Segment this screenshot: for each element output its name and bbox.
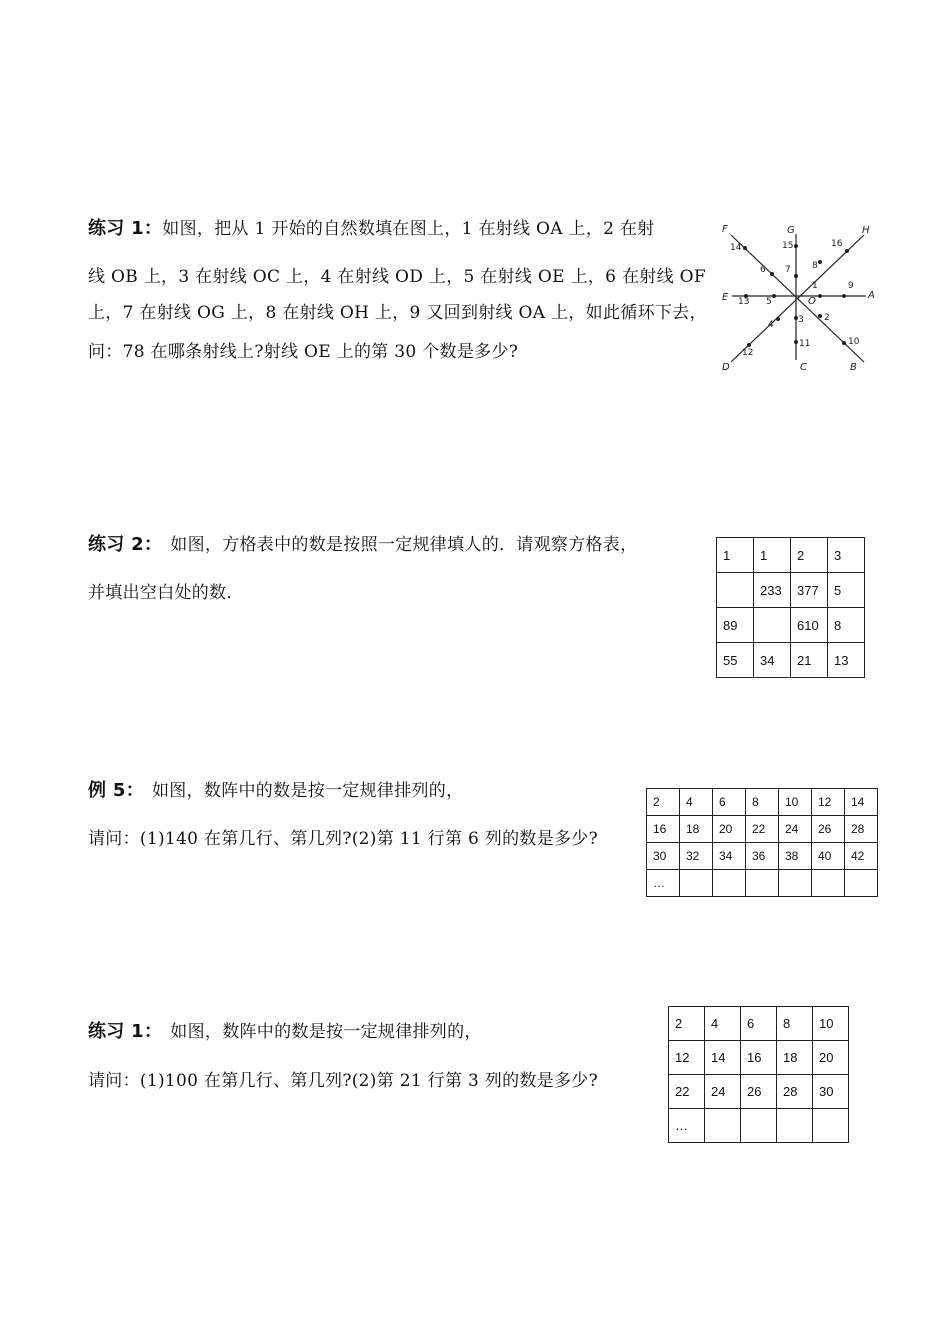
- table-cell: [812, 870, 845, 897]
- ex2-line1: [88, 530, 637, 556]
- table-cell: [741, 1109, 777, 1143]
- ray-point: [818, 314, 822, 318]
- table-cell: [705, 1109, 741, 1143]
- ray-diagram: [716, 220, 880, 380]
- table-cell: 14: [705, 1041, 741, 1075]
- table-cell: [813, 1109, 849, 1143]
- table-cell: [746, 870, 779, 897]
- ray-label-e: E: [722, 292, 729, 303]
- ray-label-h: H: [862, 225, 870, 236]
- table-cell: …: [669, 1109, 705, 1143]
- table-cell: 12: [812, 789, 845, 816]
- table-cell: 40: [812, 843, 845, 870]
- ray-point: [818, 260, 822, 264]
- table-row: [717, 608, 865, 643]
- ex4-table: [668, 1006, 849, 1143]
- ray-label-d: D: [722, 362, 730, 373]
- ray-number: 14: [730, 243, 742, 253]
- table-cell: 20: [813, 1041, 849, 1075]
- ray-point: [770, 272, 774, 276]
- table-row: [669, 1109, 849, 1143]
- ray-number: 3: [798, 315, 804, 325]
- table-cell: 2: [791, 538, 828, 573]
- ray-point: [743, 246, 747, 250]
- ray-point: [794, 244, 798, 248]
- ex1-line2: 线 OB 上，3 在射线 OC 上，4 在射线 OD 上，5 在射线 OE 上，6 在射线 OF: [88, 267, 706, 287]
- table-cell: 10: [779, 789, 812, 816]
- ex3-label: 例 5：: [88, 780, 144, 801]
- table-cell: 4: [680, 789, 713, 816]
- ex4-text1: 如图，数阵中的数是按一定规律排列的，: [170, 1022, 482, 1042]
- ex1-label: 练习 1：: [88, 218, 163, 239]
- table-cell: 22: [746, 816, 779, 843]
- ray-point: [747, 343, 751, 347]
- table-cell: 5: [828, 573, 865, 608]
- table-cell: 8: [828, 608, 865, 643]
- ray-number: 13: [738, 297, 750, 307]
- table-row: [647, 816, 878, 843]
- table-cell: 4: [705, 1007, 741, 1041]
- ray-point: [842, 341, 846, 345]
- table-cell: 16: [647, 816, 680, 843]
- table-cell: 36: [746, 843, 779, 870]
- table-cell: 16: [741, 1041, 777, 1075]
- ex1-line3: 上，7 在射线 OG 上，8 在射线 OH 上，9 又回到射线 OA 上，如此循环下去，: [88, 303, 707, 323]
- ray-point: [818, 294, 822, 298]
- table-cell: [680, 870, 713, 897]
- table-row: [669, 1007, 849, 1041]
- ray-point: [772, 294, 776, 298]
- ex3-line1: [88, 776, 463, 802]
- ray-number: 5: [766, 297, 772, 307]
- ex1-text1: 如图，把从 1 开始的自然数填在图上，1 在射线 OA 上，2 在射: [162, 219, 655, 239]
- ray-label-g: G: [787, 225, 795, 236]
- ray-number: 15: [782, 241, 794, 251]
- table-cell: 12: [669, 1041, 705, 1075]
- table-cell: 3: [828, 538, 865, 573]
- table-cell: 377: [791, 573, 828, 608]
- ray-number: 9: [848, 281, 854, 291]
- ray-point: [842, 294, 846, 298]
- table-row: [647, 843, 878, 870]
- table-row: [669, 1041, 849, 1075]
- table-cell: 6: [713, 789, 746, 816]
- ex2-label: 练习 2：: [88, 534, 163, 555]
- ray-number: 4: [768, 320, 774, 330]
- table-cell: 34: [754, 643, 791, 678]
- table-cell: 24: [779, 816, 812, 843]
- table-cell: [754, 608, 791, 643]
- ex2-table: [716, 537, 865, 678]
- table-cell: [713, 870, 746, 897]
- ex1-line4: 问：78 在哪条射线上?射线 OE 上的第 30 个数是多少?: [88, 342, 519, 362]
- table-cell: 2: [647, 789, 680, 816]
- ray-number: 11: [799, 339, 811, 349]
- table-row: [647, 870, 878, 897]
- table-cell: 28: [845, 816, 878, 843]
- ex3-line2: 请问：(1)140 在第几行、第几列?(2)第 11 行第 6 列的数是多少?: [88, 829, 599, 849]
- table-cell: 1: [717, 538, 754, 573]
- ray-number: 1: [812, 281, 818, 291]
- table-cell: 22: [669, 1075, 705, 1109]
- table-cell: 30: [813, 1075, 849, 1109]
- table-cell: 21: [791, 643, 828, 678]
- ex2-text1: 如图，方格表中的数是按照一定规律填人的．请观察方格表，: [170, 535, 638, 555]
- table-cell: 10: [813, 1007, 849, 1041]
- table-cell: 610: [791, 608, 828, 643]
- ray-number: 2: [824, 313, 830, 323]
- table-cell: [717, 573, 754, 608]
- ray-label-a: A: [868, 290, 875, 301]
- ray-label-f: F: [722, 224, 728, 235]
- ray-number: 6: [760, 265, 766, 275]
- table-cell: 8: [777, 1007, 813, 1041]
- table-cell: 28: [777, 1075, 813, 1109]
- ray-number: 7: [785, 265, 791, 275]
- ray-label-b: B: [850, 362, 857, 373]
- table-cell: [845, 870, 878, 897]
- table-cell: 32: [680, 843, 713, 870]
- table-cell: 26: [812, 816, 845, 843]
- ray-point: [845, 249, 849, 253]
- table-cell: 38: [779, 843, 812, 870]
- ray-point: [776, 317, 780, 321]
- table-cell: 1: [754, 538, 791, 573]
- table-cell: 24: [705, 1075, 741, 1109]
- table-cell: 26: [741, 1075, 777, 1109]
- table-cell: 6: [741, 1007, 777, 1041]
- table-row: [647, 789, 878, 816]
- table-row: [669, 1075, 849, 1109]
- table-cell: 2: [669, 1007, 705, 1041]
- ex3-table: [646, 788, 878, 897]
- table-cell: 233: [754, 573, 791, 608]
- ex2-line2: 并填出空白处的数．: [88, 583, 244, 603]
- table-cell: 18: [777, 1041, 813, 1075]
- ex4-line2: 请问：(1)100 在第几行、第几列?(2)第 21 行第 3 列的数是多少?: [88, 1071, 599, 1091]
- table-cell: 8: [746, 789, 779, 816]
- ray-point: [794, 340, 798, 344]
- table-cell: [779, 870, 812, 897]
- table-cell: 14: [845, 789, 878, 816]
- ex3-text1: 如图，数阵中的数是按一定规律排列的，: [152, 781, 464, 801]
- table-cell: 42: [845, 843, 878, 870]
- table-row: [717, 643, 865, 678]
- origin-label: O: [808, 296, 816, 307]
- ray-label-c: C: [800, 362, 807, 373]
- table-row: [717, 538, 865, 573]
- table-cell: 30: [647, 843, 680, 870]
- table-cell: 55: [717, 643, 754, 678]
- ray-number: 16: [831, 239, 843, 249]
- table-cell: 20: [713, 816, 746, 843]
- table-row: [717, 573, 865, 608]
- table-cell: [777, 1109, 813, 1143]
- ex1-line1: [88, 214, 655, 240]
- ray-number: 8: [812, 261, 818, 271]
- table-cell: …: [647, 870, 680, 897]
- ray-point: [794, 274, 798, 278]
- table-cell: 18: [680, 816, 713, 843]
- ex4-label: 练习 1：: [88, 1021, 163, 1042]
- table-cell: 13: [828, 643, 865, 678]
- table-cell: 89: [717, 608, 754, 643]
- table-cell: 34: [713, 843, 746, 870]
- ex4-line1: [88, 1017, 482, 1043]
- ray-number: 12: [742, 348, 754, 358]
- ray-number: 10: [848, 337, 860, 347]
